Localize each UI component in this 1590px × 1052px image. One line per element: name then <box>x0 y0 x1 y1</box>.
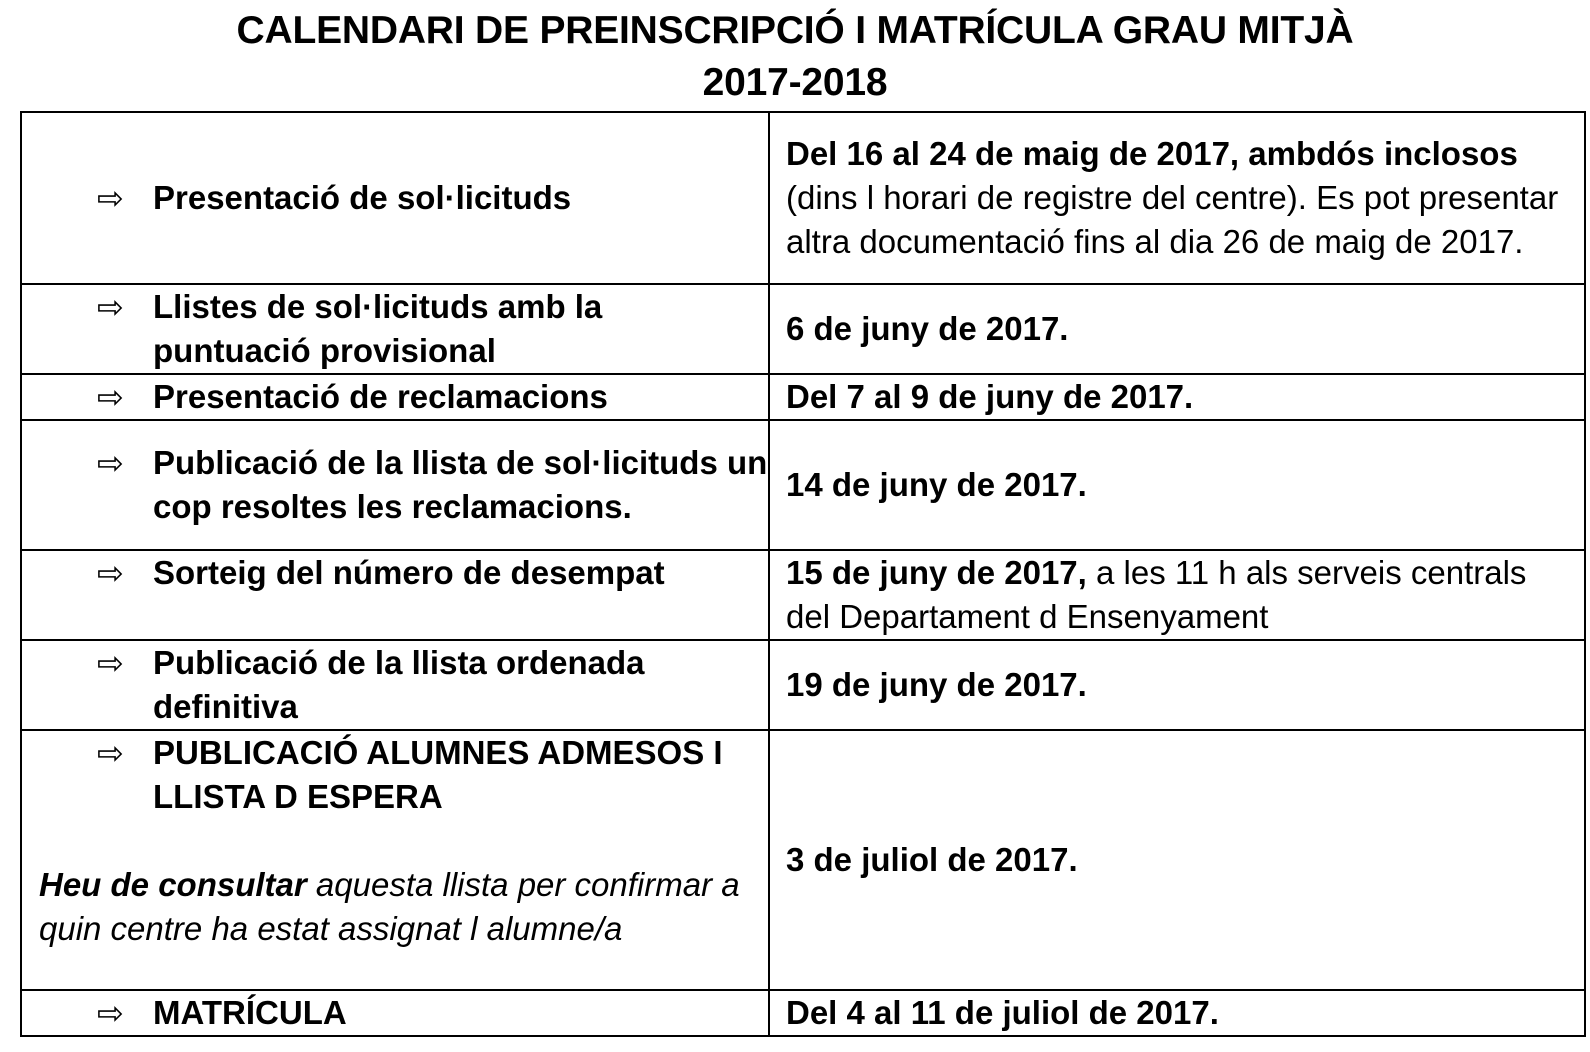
date-cell <box>769 284 1585 374</box>
date-cell <box>769 990 1585 1036</box>
date-cell <box>769 550 1585 640</box>
step-label: Presentació de sol·licituds <box>153 179 572 216</box>
step-label: Sorteig del número de desempat <box>153 554 665 591</box>
date-cell <box>769 112 1585 284</box>
note-emphasis: Heu de consultar <box>39 866 307 903</box>
date-detail: a les 11 h als serveis centrals del Departament d Ensenyament <box>786 554 1527 635</box>
table-row <box>21 640 1585 730</box>
note-text <box>22 863 768 951</box>
date-cell <box>769 374 1585 420</box>
arrow-right-icon: ⇨ <box>97 379 124 415</box>
step-cell <box>21 112 769 284</box>
arrow-right-icon: ⇨ <box>97 735 124 771</box>
arrow-right-icon: ⇨ <box>97 645 124 681</box>
date-text: 15 de juny de 2017, <box>786 554 1087 591</box>
step-label: Publicació de la llista de sol·licituds un cop resoltes les reclamacions. <box>153 444 768 525</box>
step-label: Presentació de reclamacions <box>153 378 608 415</box>
table-row <box>21 284 1585 374</box>
step-cell <box>21 550 769 640</box>
step-cell <box>21 730 769 990</box>
page-title: CALENDARI DE PREINSCRIPCIÓ I MATRÍCULA GRAU MITJÀ <box>236 9 1354 52</box>
date-text: 6 de juny de 2017. <box>786 310 1069 347</box>
date-cell <box>769 640 1585 730</box>
date-cell <box>769 730 1585 990</box>
table-row <box>21 730 1585 990</box>
date-text: 19 de juny de 2017. <box>786 666 1087 703</box>
date-text: Del 7 al 9 de juny de 2017. <box>786 378 1194 415</box>
arrow-right-icon: ⇨ <box>97 995 124 1031</box>
arrow-right-icon: ⇨ <box>97 289 124 325</box>
table-row <box>21 112 1585 284</box>
step-label: Publicació de la llista ordenada definitiva <box>153 644 645 725</box>
step-cell <box>21 374 769 420</box>
step-cell <box>21 284 769 374</box>
arrow-right-icon: ⇨ <box>97 555 124 591</box>
table-row <box>21 550 1585 640</box>
table-row <box>21 420 1585 550</box>
table-row <box>21 990 1585 1036</box>
step-label: PUBLICACIÓ ALUMNES ADMESOS I LLISTA D ESPERA <box>153 734 723 815</box>
date-cell <box>769 420 1585 550</box>
step-cell <box>21 640 769 730</box>
step-label: MATRÍCULA <box>153 994 347 1031</box>
date-text: 14 de juny de 2017. <box>786 466 1087 503</box>
date-text: Del 16 al 24 de maig de 2017, ambdós inclosos <box>786 135 1518 172</box>
page-subtitle-year: 2017-2018 <box>702 61 888 104</box>
calendar-table <box>20 111 1586 1037</box>
arrow-right-icon: ⇨ <box>97 445 124 481</box>
step-cell <box>21 420 769 550</box>
table-row <box>21 374 1585 420</box>
step-cell <box>21 990 769 1036</box>
date-text: 3 de juliol de 2017. <box>786 841 1078 878</box>
arrow-right-icon: ⇨ <box>97 180 124 216</box>
date-text: Del 4 al 11 de juliol de 2017. <box>786 994 1219 1031</box>
note-detail: aquesta llista per confirmar a quin centre ha estat assignat l alumne/a <box>39 866 740 947</box>
step-label: Llistes de sol·licituds amb la puntuació provisional <box>153 288 603 369</box>
date-detail: (dins l horari de registre del centre). Es pot presentar altra documentació fins al dia 26 de maig de 2017. <box>786 179 1559 260</box>
